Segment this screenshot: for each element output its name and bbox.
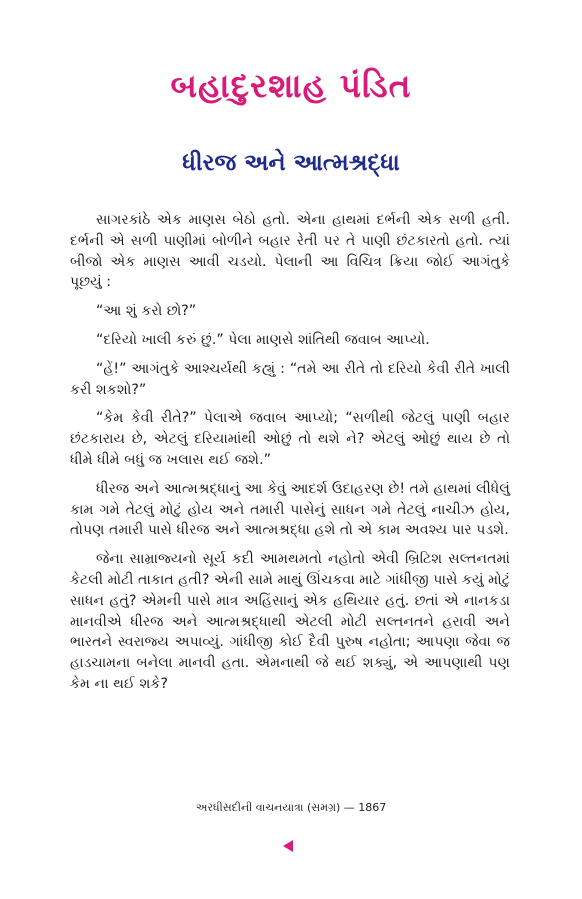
previous-page-arrow-icon[interactable]: [283, 840, 293, 852]
paragraph-7: જેના સામ્રાજ્યનો સૂર્ય કદી આમથમતો નહોતો એવી બ્રિટિશ સલ્તનતમાં કેટલી મોટી તાકાત હતી? એની સામે માથું ઊંચકવા માટે ગાંધીજી પાસે કયું મોટું સાધન હતું? એમની પાસે માત્ર અહિંસાનું એક હથિયાર હતું. છતાં એ નાનકડા માનવીએ ધીરજ અને આત્મશ્રદ્ધાથી એટલી મોટી સલ્તનતને હરાવી અને ભારતને સ્વરાજ્ય અપાવ્યું. ગાંધીજી કોઈ દૈવી પુરુષ નહોતા; આપણા જેવા જ હાડચામના બનેલા માનવી હતા. એમનાથી જે થઈ શક્યું, એ આપણાથી પણ કેમ ના થઈ શકે?: [70, 551, 510, 692]
paragraph-3: “દરિયો ખાલી કરું છું.” પેલા માણસે શાંતિથી જવાબ આપ્યો.: [96, 331, 430, 348]
paragraph-1: સાગરકાંઠે એક માણસ બેઠો હતો. એના હાથમાં દર્ભની એક સળી હતી. દર્ભની એ સળી પાણીમાં બોળીને બહાર રેતી પર તે પાણી છંટકારતો હતો. ત્યાં બીજો એક માણસ આવી ચડયો. પેલાની આ વિચિત્ર ક્રિયા જોઈ આગંતુકે પૂછયું :: [70, 212, 510, 291]
paragraph-6: ધીરજ અને આત્મશ્રદ્ધાનું આ કેવું આદર્શ ઉદાહરણ છે! તમે હાથમાં લીધેલું કામ ગમે તેટલું મોટું હોય અને તમારી પાસેનું સાધન ગમે તેટલું નાચીઝ હોય, તોપણ તમારી પાસે ધીરજ અને આત્મશ્રદ્ધા હશે તો એ કામ અવશ્ય પાર પડશે.: [70, 480, 510, 539]
article-title: ધીરજ અને આત્મશ્રદ્ધા: [182, 150, 400, 176]
page-footer: અરધીસદીની વાચનયાત્રા (સમગ્ર) — 1867: [195, 801, 387, 814]
paragraph-4: “હેં!” આગંતુકે આશ્ચર્યથી કહ્યું : “તમે આ રીતે તો દરિયો કેવી રીતે ખાલી કરી શકશો?”: [70, 360, 510, 398]
article-body: [70, 210, 510, 703]
paragraph-2: “આ શું કરો છો?”: [96, 303, 197, 320]
paragraph-5: “કેમ કેવી રીતે?” પેલાએ જવાબ આપ્યો; “સળીથી જેટલું પાણી બહાર છંટકારાય છે, એટલું દરિયામાંથી ઓછું તો થશે ને? એટલું ઓછું થાય છે તો ધીમે ધીમે બધું જ ખલાસ થઈ જશે.”: [70, 410, 510, 468]
author-name: બહાદુરશાહ પંડિત: [170, 66, 412, 105]
